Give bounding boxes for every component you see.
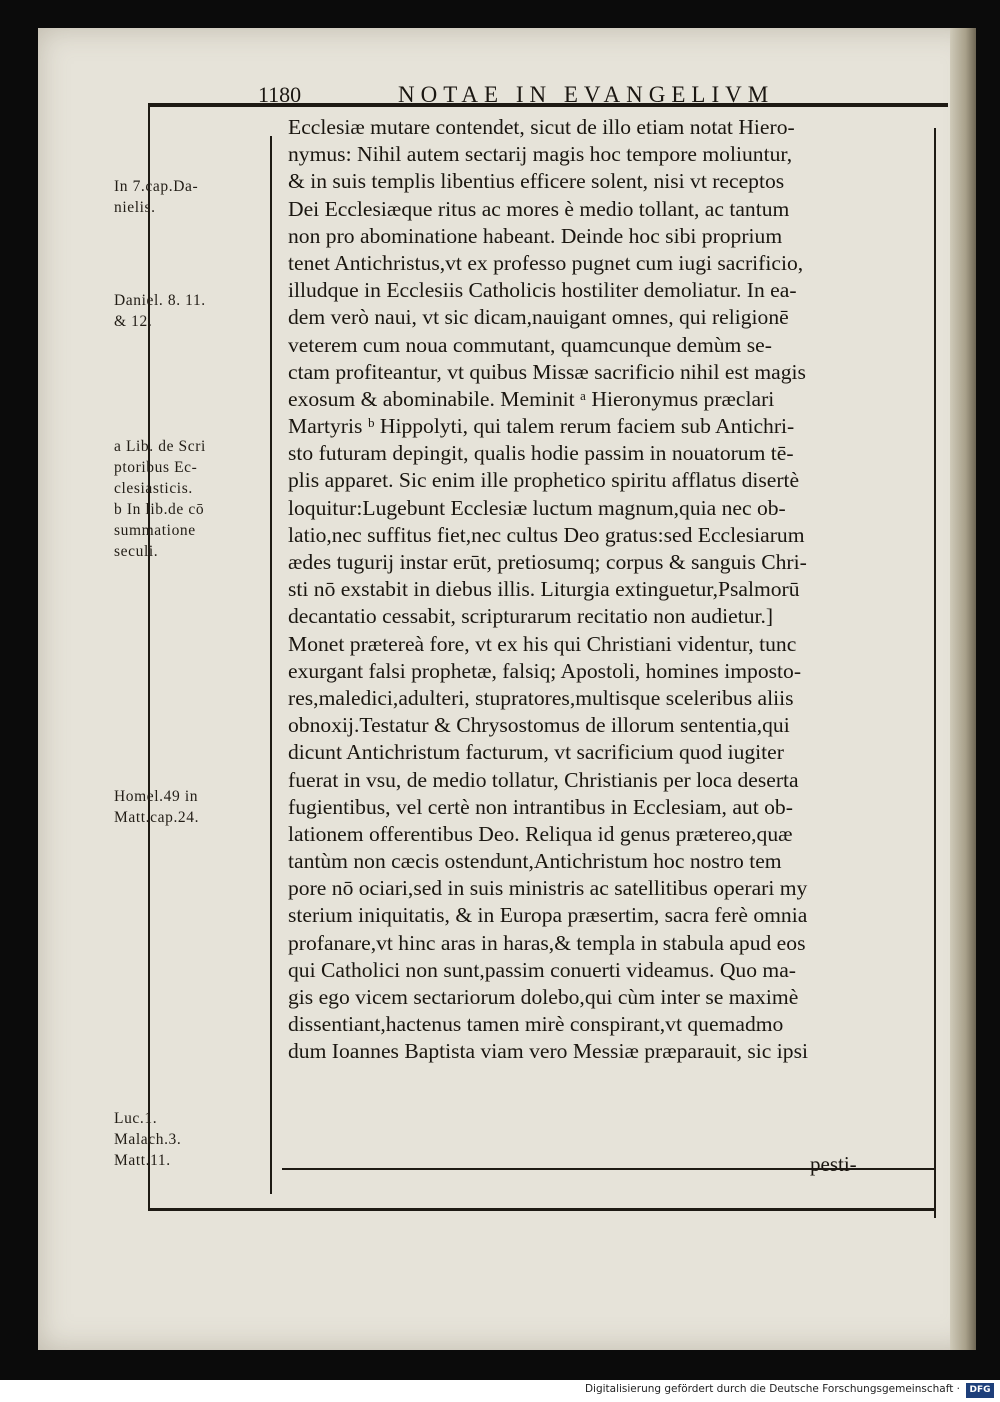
margin-note: a Lib. de Scri ptoribus Ec- clesiasticis. b In lib.de cō summatione seculi. (114, 438, 206, 560)
text-line: nymus: Nihil autem sectarij magis hoc tempore moliuntur, (288, 142, 793, 167)
text-line: exurgant falsi prophetæ, falsiq; Apostoli, homines imposto- (288, 658, 802, 683)
text-line: qui Catholici non sunt,passim conuerti videamus. Quo ma- (288, 957, 796, 982)
text-line: Monet prætereà fore, vt ex his qui Christiani videntur, tunc (288, 631, 797, 656)
main-text-block (250, 114, 900, 1066)
text-line: dicunt Antichristum facturum, vt sacrificium quod iugiter (288, 740, 784, 765)
footer-rule (148, 1208, 934, 1211)
text-line: veterem cum noua commutant, quamcunque demùm se- (288, 332, 772, 357)
footer-credit: Digitalisierung gefördert durch die Deutsche Forschungsgemeinschaft · (584, 1383, 960, 1395)
margin-note: Daniel. 8. 11. & 12. (114, 292, 206, 330)
text-line: Ecclesiæ mutare contendet, sicut de illo etiam notat Hiero- (288, 115, 795, 139)
running-title: NOTAE IN EVANGELIVM (398, 82, 775, 107)
margin-note: Homel.49 in Matt.cap.24. (114, 788, 200, 826)
dfg-logo-icon: DFG (966, 1383, 994, 1398)
page-number: 1180 (258, 82, 302, 107)
text-line: sterium iniquitatis, & in Europa præsertim, sacra ferè omnia (288, 903, 808, 928)
text-line: & in suis templis libentius efficere solent, nisi vt receptos (288, 169, 785, 194)
text-line: dissentiant,hactenus tamen mirè conspirant,vt quemadmo (288, 1012, 784, 1037)
text-line: tantùm non cæcis ostendunt,Antichristum hoc nostro tem (288, 849, 782, 874)
text-line: fuerat in vsu, de medio tollatur, Christianis per loca deserta (288, 767, 799, 792)
running-header (258, 82, 898, 112)
text-line: res,maledici,adulteri, stupratores,multisque sceleribus aliis (288, 685, 794, 710)
catchword: pesti- (810, 1152, 857, 1176)
text-line: sto futuram depingit, qualis hodie passim in nouatorum tē- (288, 441, 794, 466)
text-line: dum Ioannes Baptista viam vero Messiæ præparauit, sic ipsi (288, 1039, 808, 1064)
text-line: loquitur:Lugebunt Ecclesiæ luctum magnum,quia nec ob- (288, 495, 786, 520)
text-line: latio,nec suffitus fiet,nec cultus Deo gratus:sed Ecclesiarum (288, 522, 805, 547)
text-line: fugientibus, vel certè non intrantibus in Ecclesiam, aut ob- (288, 794, 793, 819)
text-line: exosum & abominabile. Meminit ᵃ Hieronymus præclari (288, 386, 775, 411)
margin-note: Luc.1. Malach.3. Matt.11. (114, 1110, 182, 1169)
digitization-footer (0, 1380, 1000, 1402)
text-line: decantatio cessabit, scripturarum recitatio non audietur.] (288, 604, 774, 629)
margin-left-rule (148, 103, 150, 1211)
text-line: sti nō exstabit in diebus illis. Liturgia extinguetur,Psalmorū (288, 577, 800, 602)
text-right-rule (934, 128, 936, 1218)
text-line: Martyris ᵇ Hippolyti, qui talem rerum faciem sub Antichri- (288, 414, 795, 439)
text-line: ædes tugurij instar erūt, pretiosumq; corpus & sanguis Chri- (288, 550, 807, 574)
text-line: illudque in Ecclesiis Catholicis hostiliter demoliatur. In ea- (288, 278, 797, 303)
text-line: non pro abominatione habeant. Deinde hoc sibi proprium (288, 223, 783, 248)
page-edge-shadow (950, 28, 976, 1350)
margin-note: In 7.cap.Da- nielis. (114, 178, 199, 216)
text-line: gis ego vicem sectariorum dolebo,qui cùm inter se maximè (288, 985, 799, 1009)
text-line: Dei Ecclesiæque ritus ac mores è medio tollant, ac tantum (288, 196, 790, 221)
text-line: tenet Antichristus,vt ex professo pugnet cum iugi sacrificio, (288, 250, 804, 275)
text-line: dem verò naui, vt sic dicam,nauigant omnes, qui religionē (288, 305, 789, 330)
text-line: pore nō ociari,sed in suis ministris ac satellitibus operari my (288, 876, 808, 901)
text-line: plis apparet. Sic enim ille prophetico spiritu afflatus disertè (288, 468, 800, 493)
text-line: lationem offerentibus Deo. Reliqua id genus prætereo,quæ (288, 821, 793, 846)
text-line: ctam profiteantur, vt quibus Missæ sacrificio nihil est magis (288, 359, 806, 384)
text-line: obnoxij.Testatur & Chrysostomus de illorum sententia,qui (288, 713, 790, 738)
text-line: profanare,vt hinc aras in haras,& templa in stabula apud eos (288, 930, 806, 955)
